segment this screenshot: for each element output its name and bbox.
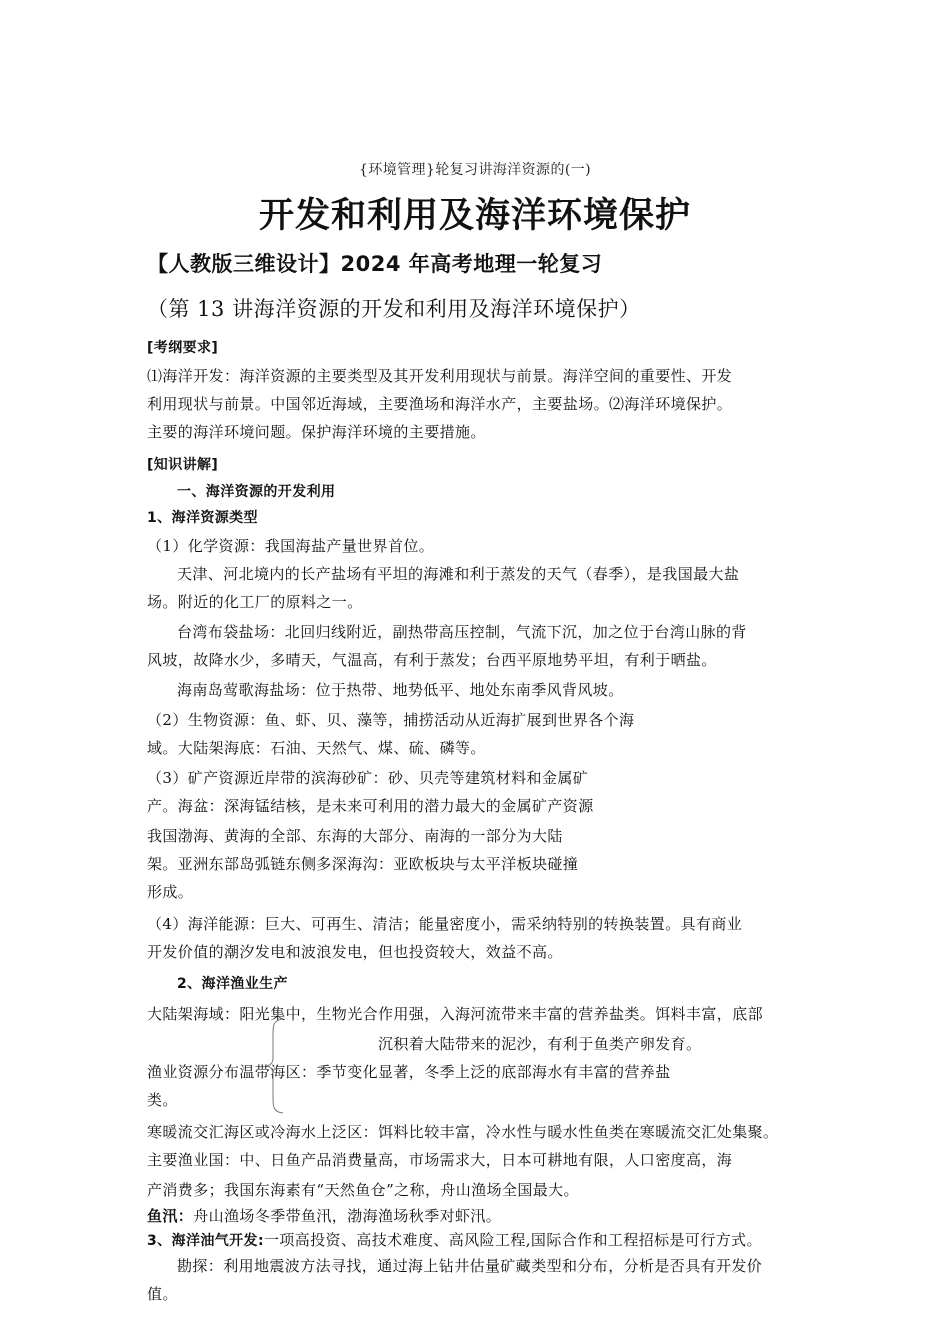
fishery-line: 大陆架海域：阳光集中，生物光合作用强，入海河流带来丰富的营养盐类。饵料丰富，底部 (147, 1005, 764, 1023)
fishery-line: 类。 (147, 1091, 178, 1109)
fishery-line: 主要渔业国：中、日鱼产品消费量高，市场需求大，日本可耕地有限，人口密度高，海 (147, 1151, 733, 1169)
doc-subtitle: {环境管理}轮复习讲海洋资源的(一) (359, 162, 591, 178)
fishery-line: 产消费多；我国东海素有“天然鱼仓”之称，舟山渔场全国最大。 (147, 1181, 579, 1199)
oil-heading: 3、海洋油气开发: (147, 1233, 264, 1249)
chem-line: 海南岛莺歌海盐场：位于热带、地势低平、地处东南季风背风坡。 (177, 681, 624, 699)
energy-line: （4）海洋能源：巨大、可再生、清洁；能量密度小，需采纳特别的转换装置。具有商业 (147, 915, 743, 933)
mineral-line: 产。海盆：深海锰结核，是未来可利用的潜力最大的金属矿产资源 (147, 797, 594, 815)
fishery-line: 寒暖流交汇海区或冷海水上泛区：饵料比较丰富，冷水性与暖水性鱼类在寒暖流交汇处集聚。 (147, 1123, 779, 1141)
zhishi-heading: [知识讲解] (147, 457, 219, 473)
sub1-heading: 1、海洋资源类型 (147, 510, 258, 526)
oil-line: 勘探：利用地震波方法寻找，通过海上钻井估量矿藏类型和分布，分析是否具有开发价 (177, 1257, 763, 1275)
oil-heading-line (147, 1230, 762, 1251)
lecture-title: （第 13 讲海洋资源的开发和利用及海洋环境保护） (147, 297, 641, 321)
kaogang-line: 主要的海洋环境问题。保护海洋环境的主要措施。 (147, 423, 486, 441)
oil-heading-text: 一项高投资、高技术难度、高风险工程,国际合作和工程招标是可行方式。 (263, 1231, 762, 1249)
fishery-line: 渔业资源分布温带海区：季节变化显著，冬季上泛的底部海水有丰富的营养盐 (147, 1063, 671, 1081)
chem-line: （1）化学资源：我国海盐产量世界首位。 (147, 537, 435, 555)
fishery-line: 沉积着大陆带来的泥沙，有利于鱼类产卵发育。 (378, 1035, 702, 1053)
bio-line: 域。大陆架海底：石油、天然气、煤、硫、磷等。 (147, 739, 486, 757)
chem-line: 天津、河北境内的长产盐场有平坦的海滩和利于蒸发的天气（春季），是我国最大盐 (177, 565, 740, 583)
fishery-heading: 2、海洋渔业生产 (177, 976, 288, 992)
doc-title: 开发和利用及海洋环境保护 (258, 196, 691, 236)
yuxun-label: 鱼汛： (147, 1207, 194, 1225)
chem-line: 场。附近的化工厂的原料之一。 (147, 593, 363, 611)
kaogang-heading: [考纲要求] (147, 340, 219, 356)
brace-bracket (263, 1018, 285, 1114)
chem-line: 风坡，故降水少，多晴天，气温高，有利于蒸发；台西平原地势平坦，有利于晒盐。 (147, 651, 717, 669)
mineral-line: （3）矿产资源近岸带的滨海砂矿：砂、贝壳等建筑材料和金属矿 (147, 769, 589, 787)
mineral-line: 我国渤海、黄海的全部、东海的大部分、南海的一部分为大陆 (147, 827, 563, 845)
mineral-line: 形成。 (147, 883, 194, 901)
mineral-line: 架。亚洲东部岛弧链东侧多深海沟：亚欧板块与太平洋板块碰撞 (147, 855, 579, 873)
yuxun-line (147, 1206, 501, 1226)
kaogang-line: 利用现状与前景。中国邻近海域，主要渔场和海洋水产，主要盐场。⑵海洋环境保护。 (147, 395, 733, 413)
yuxun-text: 舟山渔场冬季带鱼汛，渤海渔场秋季对虾汛。 (193, 1207, 502, 1225)
part1-heading: 一、海洋资源的开发利用 (177, 484, 336, 500)
kaogang-line: ⑴海洋开发：海洋资源的主要类型及其开发利用现状与前景。海洋空间的重要性、开发 (147, 367, 733, 385)
bio-line: （2）生物资源：鱼、虾、贝、藻等，捕捞活动从近海扩展到世界各个海 (147, 711, 635, 729)
chem-line: 台湾布袋盐场：北回归线附近，副热带高压控制，气流下沉，加之位于台湾山脉的背 (177, 623, 747, 641)
series-title: 【人教版三维设计】2024 年高考地理一轮复习 (147, 252, 603, 276)
energy-line: 开发价值的潮汐发电和波浪发电，但也投资较大，效益不高。 (147, 943, 563, 961)
oil-line: 值。 (147, 1285, 178, 1303)
